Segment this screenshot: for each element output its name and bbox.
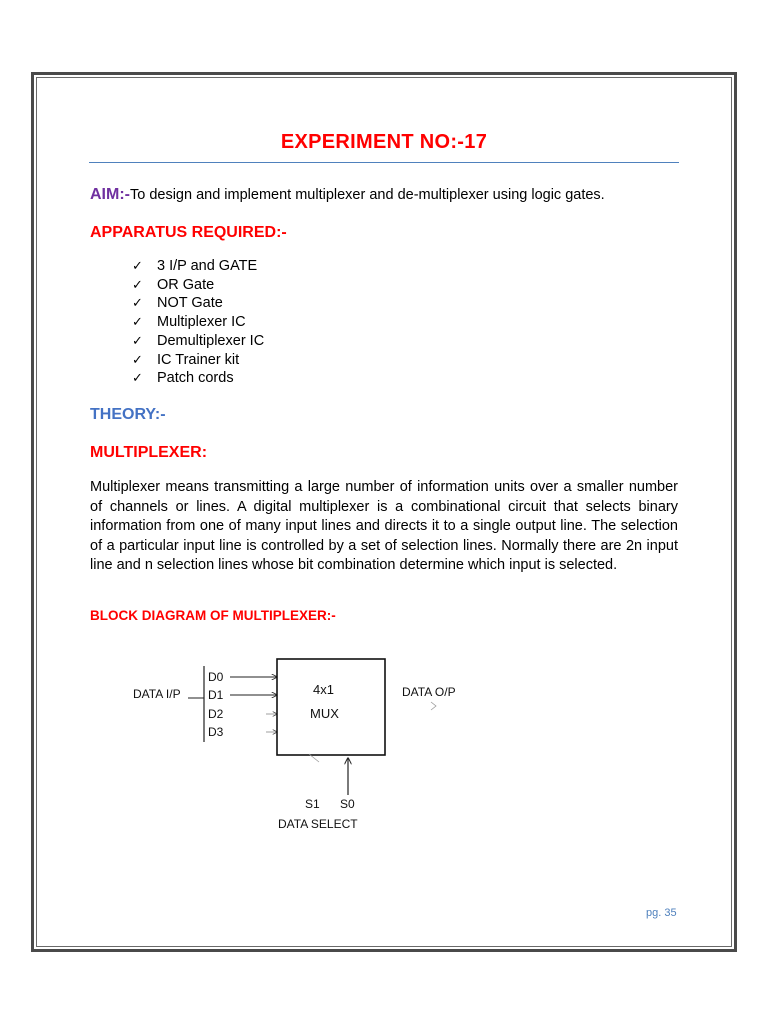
page-number: pg. 35 <box>646 907 677 919</box>
data-input-label: DATA I/P <box>133 687 181 701</box>
check-icon: ✓ <box>132 332 143 348</box>
title-underline <box>89 162 679 163</box>
select-s0-label: S0 <box>340 797 355 811</box>
mux-block-type-label: MUX <box>310 706 339 721</box>
mux-block-size-label: 4x1 <box>313 682 334 697</box>
list-item: ✓ 3 I/P and GATE <box>132 258 258 274</box>
output-arrow <box>431 702 436 710</box>
check-icon: ✓ <box>132 295 143 311</box>
check-icon: ✓ <box>132 276 143 292</box>
block-diagram-heading: BLOCK DIAGRAM OF MULTIPLEXER:- <box>90 608 336 623</box>
theory-heading: THEORY:- <box>90 406 166 423</box>
aim-label: AIM:- <box>90 186 130 203</box>
list-item: ✓ Demultiplexer IC <box>132 332 265 349</box>
input-d1-label: D1 <box>208 688 224 702</box>
input-d2-label: D2 <box>208 707 224 721</box>
check-icon: ✓ <box>132 370 143 386</box>
multiplexer-paragraph: Multiplexer means transmitting a large number of information units over a smaller number of channels or lines. A digital multiplexer is a combinational circuit that selects binary information from one of many input lines and directs it to a single output line. The selection of a particular input line is controlled by a set of selection lines. Normally there are 2n input line and n selection lines whose bit combination determine which input is selected. <box>90 479 678 573</box>
list-item: ✓ Patch cords <box>132 370 234 387</box>
list-item: ✓ NOT Gate <box>132 295 223 312</box>
multiplexer-heading: MULTIPLEXER: <box>90 444 208 461</box>
page-title: EXPERIMENT NO:-17 <box>280 131 488 153</box>
apparatus-heading: APPARATUS REQUIRED:- <box>90 224 287 241</box>
input-d0-label: D0 <box>208 670 224 684</box>
data-output-label: DATA O/P <box>402 685 456 699</box>
list-item: ✓ IC Trainer kit <box>132 351 240 368</box>
list-item: ✓ OR Gate <box>132 276 215 293</box>
list-item: ✓ Multiplexer IC <box>132 314 246 331</box>
select-s1-label: S1 <box>305 797 320 811</box>
check-icon: ✓ <box>132 314 143 330</box>
check-icon: ✓ <box>132 351 143 367</box>
mux-block-diagram <box>120 650 500 840</box>
data-select-label: DATA SELECT <box>278 817 358 831</box>
apparatus-list <box>132 257 264 388</box>
input-d3-label: D3 <box>208 725 224 739</box>
aim-text: To design and implement multiplexer and de-multiplexer using logic gates. <box>129 187 605 203</box>
check-icon: ✓ <box>132 258 143 273</box>
aim-line <box>90 186 605 204</box>
